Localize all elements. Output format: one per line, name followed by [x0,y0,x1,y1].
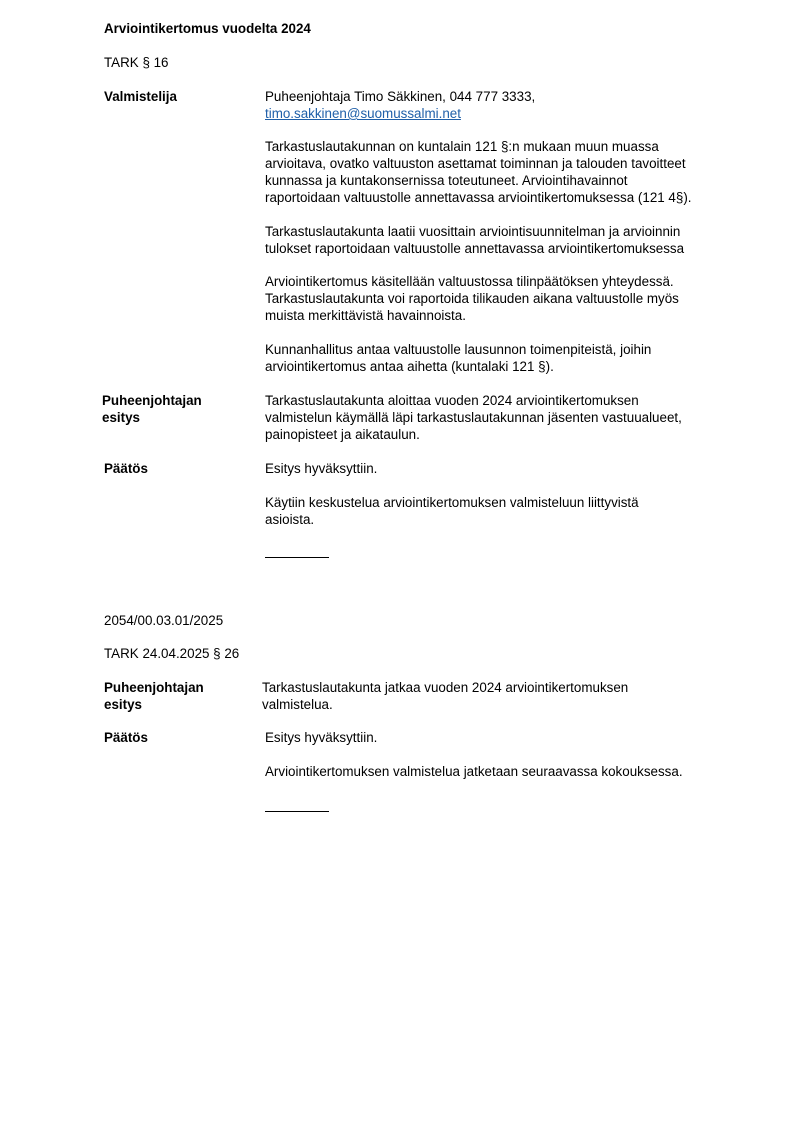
decision-discussion [265,494,745,528]
text-line: Kunnanhallitus antaa valtuustolle lausunnon toimenpiteistä, joihin [265,342,652,357]
text-line: Esitys hyväksyttiin. [265,461,378,476]
label-line: esitys [102,410,140,425]
decision-text [265,729,745,746]
text-line: Arviointikertomus käsitellään valtuustossa tilinpäätöksen yhteydessä. [265,274,674,289]
decision-continuation [265,763,745,780]
paragraph-evaluation-plan [265,223,745,257]
section-reference: TARK § 16 [104,55,169,70]
text-line: painopisteet ja aikataulun. [265,427,420,442]
text-line: valmistelun käymällä läpi tarkastuslautakunnan jäsenten vastuualueet, [265,410,682,425]
section-end-rule [265,557,329,558]
decision-label: Päätös [104,461,148,476]
preparer-email-link[interactable]: timo.sakkinen@suomussalmi.net [265,106,461,121]
text-line: Tarkastuslautakunta voi raportoida tilikauden aikana valtuustolle myös [265,291,679,306]
text-line: tulokset raportoidaan valtuustolle annettavassa arviointikertomuksessa [265,241,685,256]
preparer-name-phone: Puheenjohtaja Timo Säkkinen, 044 777 3333, [265,89,536,104]
chair-proposal-label [102,392,202,426]
document-number: 2054/00.03.01/2025 [104,613,224,628]
text-line: arvioitava, ovatko valtuuston asettamat toiminnan ja talouden tavoitteet [265,156,686,171]
text-line: raportoidaan valtuustolle annettavassa arviointikertomuksessa (121 4§). [265,190,692,205]
label-line: Puheenjohtajan [102,393,202,408]
label-line: esitys [104,697,142,712]
section-reference: TARK 24.04.2025 § 26 [104,646,240,661]
text-line: Tarkastuslautakunta laatii vuosittain arviointisuunnitelman ja arvioinnin [265,224,681,239]
label-line: Puheenjohtajan [104,680,204,695]
text-line: asioista. [265,512,315,527]
paragraph-evaluation-duty [265,138,745,206]
text-line: Tarkastuslautakunta jatkaa vuoden 2024 arviointikertomuksen [262,680,629,695]
preparer-block [265,88,745,122]
text-line: Käytiin keskustelua arviointikertomuksen valmisteluun liittyvistä [265,495,639,510]
text-line: Tarkastuslautakunta aloittaa vuoden 2024 arviointikertomuksen [265,393,639,408]
document-title: Arviointikertomus vuodelta 2024 [104,21,311,36]
chair-proposal-label [104,679,204,713]
paragraph-report-handling [265,273,745,324]
chair-proposal-text [265,392,745,443]
section-end-rule [265,811,329,812]
text-line: Arviointikertomuksen valmistelua jatketaan seuraavassa kokouksessa. [265,764,683,779]
text-line: Tarkastuslautakunnan on kuntalain 121 §:n mukaan muun muassa [265,139,659,154]
text-line: muista merkittävistä havainnoista. [265,308,466,323]
decision-text [265,460,745,477]
text-line: valmistelua. [262,697,333,712]
preparer-label: Valmistelija [104,89,177,104]
text-line: Esitys hyväksyttiin. [265,730,378,745]
text-line: kunnassa ja kuntakonsernissa toteutuneet. Arviointihavainnot [265,173,628,188]
decision-label: Päätös [104,730,148,745]
text-line: arviointikertomus antaa aihetta (kuntalaki 121 §). [265,359,554,374]
paragraph-board-statement [265,341,745,375]
chair-proposal-text [262,679,742,713]
